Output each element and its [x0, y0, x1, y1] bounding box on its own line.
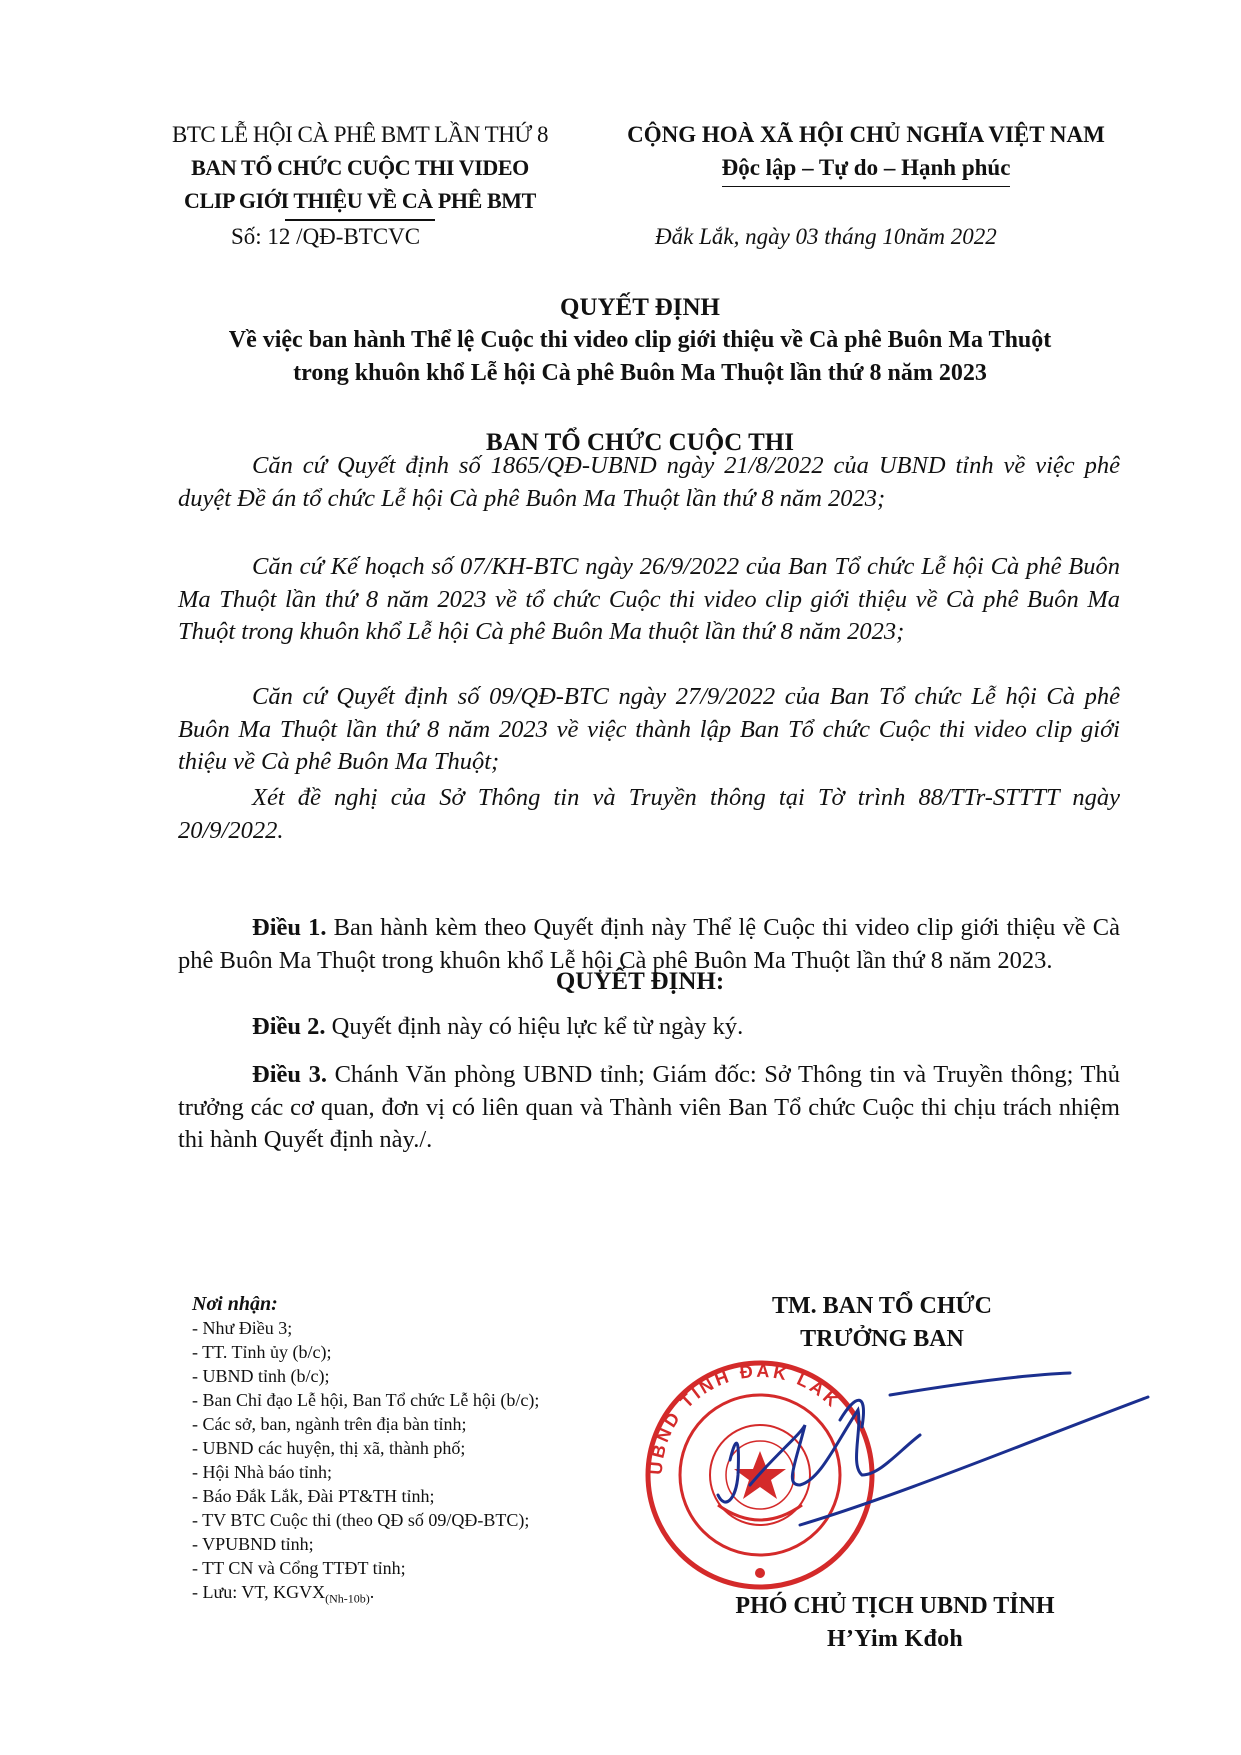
recipient-item: - VPUBND tỉnh; — [192, 1534, 314, 1554]
document-title — [160, 291, 1120, 390]
signer-name: H’Yim Kđoh — [826, 1626, 964, 1652]
article-label: Điều 1. — [252, 914, 327, 941]
seal-and-signature — [600, 1335, 1160, 1595]
decision-heading: QUYẾT ĐỊNH: — [555, 968, 725, 995]
title-subtitle-line1: Về việc ban hành Thể lệ Cuộc thi video clip giới thiệu về Cà phê Buôn Ma Thuột — [228, 327, 1052, 353]
signer-position: PHÓ CHỦ TỊCH UBND TỈNH — [735, 1593, 1055, 1619]
recipient-item: - Ban Chỉ đạo Lễ hội, Ban Tổ chức Lễ hội (b/c); — [192, 1390, 540, 1410]
seal-text: UBND TỈNH ĐẮK LẮK — [645, 1360, 845, 1476]
article-paragraph: Điều 3. Chánh Văn phòng UBND tỉnh; Giám đốc: Sở Thông tin và Truyền thông; Thủ trưởng các cơ quan, đơn vị có liên quan và Thành viên Ban Tổ chức Cuộc thi chịu trách nhiệm thi hành Quyết định này./. — [178, 1061, 1120, 1153]
authority-parent: BTC LỄ HỘI CÀ PHÊ BMT LẦN THỨ 8 — [172, 122, 548, 147]
recipient-item: - Như Điều 3; — [192, 1318, 293, 1338]
article-label: Điều 2. — [252, 1013, 326, 1040]
signer-block — [660, 1590, 1130, 1656]
national-motto: Độc lập – Tự do – Hạnh phúc — [722, 151, 1011, 187]
recipient-item: - Hội Nhà báo tỉnh; — [192, 1462, 332, 1482]
recipients-heading: Nơi nhận: — [192, 1293, 278, 1315]
article-paragraph: Điều 2. Quyết định này có hiệu lực kể từ ngày ký. — [252, 1013, 744, 1040]
title-subtitle-line2: trong khuôn khổ Lễ hội Cà phê Buôn Ma Thuột lần thứ 8 năm 2023 — [293, 360, 987, 386]
authority-underline — [285, 219, 435, 221]
preamble-paragraph: Căn cứ Quyết định số 09/QĐ-BTC ngày 27/9/2022 của Ban Tổ chức Lễ hội Cà phê Buôn Ma Thuột lần thứ 8 năm 2023 về việc thành lập Ban Tổ chức Cuộc thi video clip giới thiệu về Cà phê Buôn Ma Thuột; — [178, 683, 1120, 775]
handwritten-signature-icon — [718, 1373, 1148, 1525]
article-paragraph: Điều 1. Ban hành kèm theo Quyết định này Thể lệ Cuộc thi video clip giới thiệu về Cà phê Buôn Ma Thuột trong khuôn khổ Lễ hội Cà phê Buôn Ma Thuột lần thứ 8 năm 2023. — [178, 914, 1121, 974]
national-header — [596, 118, 1136, 187]
signature-title: TRƯỞNG BAN — [800, 1326, 964, 1352]
recipient-item: - Báo Đắk Lắk, Đài PT&TH tỉnh; — [192, 1486, 435, 1506]
authority-name-line2: CLIP GIỚI THIỆU VỀ CÀ PHÊ BMT — [184, 188, 536, 213]
recipient-item: - UBND các huyện, thị xã, thành phố; — [192, 1438, 466, 1458]
preamble-paragraph: Căn cứ Kế hoạch số 07/KH-BTC ngày 26/9/2022 của Ban Tổ chức Lễ hội Cà phê Buôn Ma Thuột lần thứ 8 năm 2023 về tổ chức Cuộc thi video clip giới thiệu về Cà phê Buôn Ma Thuột trong khuôn khổ Lễ hội Cà phê Buôn Ma thuột lần thứ 8 năm 2023; — [178, 553, 1120, 645]
document-date: Đắk Lắk, ngày 03 tháng 10năm 2022 — [655, 224, 997, 249]
title-heading: QUYẾT ĐỊNH — [560, 294, 720, 321]
recipient-item: - TV BTC Cuộc thi (theo QĐ số 09/QĐ-BTC); — [192, 1510, 530, 1530]
issuing-authority — [150, 118, 570, 221]
recipient-item: - TT. Tỉnh ủy (b/c); — [192, 1342, 332, 1362]
authority-name-line1: BAN TỔ CHỨC CUỘC THI VIDEO — [191, 155, 529, 180]
article-label: Điều 3. — [252, 1061, 327, 1088]
recipient-item: - TT CN và Cổng TTĐT tỉnh; — [192, 1558, 406, 1578]
document-number: Số: 12 /QĐ-BTCVC — [231, 224, 421, 249]
signature-authority: TM. BAN TỔ CHỨC — [771, 1293, 992, 1319]
preamble-paragraph: Xét đề nghị của Sở Thông tin và Truyền thông tại Tờ trình 88/TTr-STTTT ngày 20/9/2022. — [178, 784, 1120, 844]
preamble-paragraph: Căn cứ Quyết định số 1865/QĐ-UBND ngày 21/8/2022 của UBND tỉnh về việc phê duyệt Đề án tổ chức Lễ hội Cà phê Buôn Ma Thuột lần thứ 8 năm 2023; — [178, 452, 1120, 512]
recipients-list — [192, 1292, 539, 1611]
country-name: CỘNG HOÀ XÃ HỘI CHỦ NGHĨA VIỆT NAM — [627, 122, 1105, 147]
recipient-item: - Các sở, ban, ngành trên địa bàn tỉnh; — [192, 1414, 467, 1434]
recipient-item: - Lưu: VT, $KGVX_{(Nh-10b)}$. — [192, 1582, 375, 1606]
org-title: BAN TỔ CHỨC CUỘC THI — [486, 429, 794, 456]
recipient-item: - UBND tỉnh (b/c); — [192, 1366, 330, 1386]
